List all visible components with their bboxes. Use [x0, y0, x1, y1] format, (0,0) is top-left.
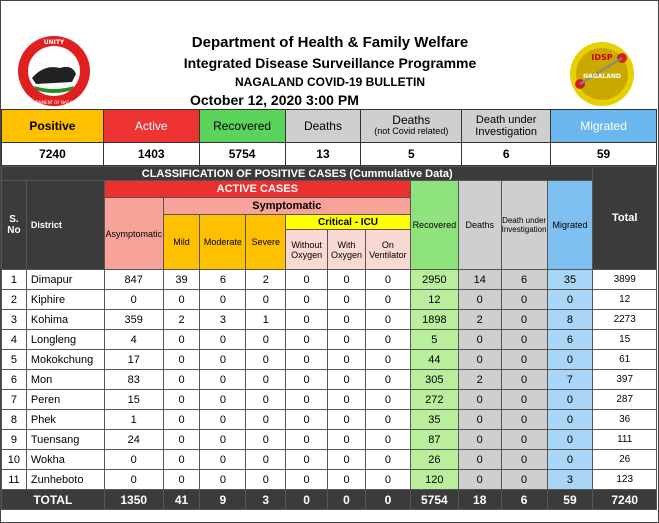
row-on-ventilator: 0: [365, 330, 410, 350]
row-asymptomatic: 847: [104, 270, 163, 290]
header-severe: Severe: [246, 215, 286, 270]
row-severe: 0: [246, 370, 286, 390]
row-migrated: 6: [547, 330, 593, 350]
total-moderate: 9: [200, 490, 246, 510]
summary-deaths-value: 13: [285, 143, 361, 166]
row-on-ventilator: 0: [365, 410, 410, 430]
total-with-oxygen: 0: [328, 490, 366, 510]
row-asymptomatic: 0: [104, 290, 163, 310]
row-without-oxygen: 0: [286, 290, 328, 310]
row-death-investigation: 0: [501, 350, 547, 370]
row-mild: 2: [163, 310, 200, 330]
summary-active-label: Active: [103, 110, 199, 143]
row-death-investigation: 0: [501, 310, 547, 330]
bulletin-date: October 12, 2020 3:00 PM: [190, 92, 359, 108]
row-severe: 0: [246, 430, 286, 450]
header-without-oxygen: Without Oxygen: [286, 230, 328, 270]
row-recovered: 2950: [410, 270, 458, 290]
row-mild: 0: [163, 410, 200, 430]
row-recovered: 305: [410, 370, 458, 390]
total-without-oxygen: 0: [286, 490, 328, 510]
row-death-investigation: 0: [501, 410, 547, 430]
table-row: [2, 450, 657, 470]
total-death-investigation: 6: [501, 490, 547, 510]
row-severe: 0: [246, 410, 286, 430]
row-migrated: 3: [547, 470, 593, 490]
row-severe: 0: [246, 390, 286, 410]
row-with-oxygen: 0: [328, 270, 366, 290]
row-without-oxygen: 0: [286, 390, 328, 410]
table-row: [2, 290, 657, 310]
header-migrated: Migrated: [547, 181, 593, 270]
row-migrated: 0: [547, 450, 593, 470]
row-migrated: 35: [547, 270, 593, 290]
row-on-ventilator: 0: [365, 270, 410, 290]
table-row: [2, 270, 657, 290]
table-row: [2, 310, 657, 330]
summary-deaths-other-sub: (not Covid related): [374, 126, 449, 136]
row-without-oxygen: 0: [286, 470, 328, 490]
row-death-investigation: 0: [501, 430, 547, 450]
row-on-ventilator: 0: [365, 350, 410, 370]
total-total: 7240: [593, 490, 657, 510]
total-severe: 3: [246, 490, 286, 510]
row-with-oxygen: 0: [328, 330, 366, 350]
row-death-investigation: 0: [501, 470, 547, 490]
table-row: [2, 370, 657, 390]
row-total: 12: [593, 290, 657, 310]
idsp-logo-state: NAGALAND: [583, 73, 621, 80]
row-mild: 0: [163, 470, 200, 490]
row-total: 3899: [593, 270, 657, 290]
row-asymptomatic: 24: [104, 430, 163, 450]
total-mild: 41: [163, 490, 200, 510]
row-with-oxygen: 0: [328, 410, 366, 430]
table-row: [2, 430, 657, 450]
header-recovered: Recovered: [410, 181, 458, 270]
total-on-ventilator: 0: [365, 490, 410, 510]
row-sno: 10: [2, 450, 27, 470]
summary-deaths-other-value: 5: [361, 143, 462, 166]
row-mild: 0: [163, 390, 200, 410]
row-severe: 0: [246, 470, 286, 490]
row-district: Peren: [26, 390, 104, 410]
header-on-ventilator: On Ventilator: [365, 230, 410, 270]
row-mild: 0: [163, 370, 200, 390]
row-moderate: 0: [200, 330, 246, 350]
row-sno: 6: [2, 370, 27, 390]
classification-table: [1, 166, 657, 510]
table-row: [2, 410, 657, 430]
row-total: 287: [593, 390, 657, 410]
row-district: Mon: [26, 370, 104, 390]
row-deaths: 0: [458, 470, 501, 490]
table-row: [2, 330, 657, 350]
row-moderate: 0: [200, 430, 246, 450]
header-deaths: Deaths: [458, 181, 501, 270]
row-without-oxygen: 0: [286, 430, 328, 450]
row-district: Kohima: [26, 310, 104, 330]
row-sno: 9: [2, 430, 27, 450]
row-total: 397: [593, 370, 657, 390]
summary-death-investigation-label: Death under Investigation: [462, 110, 551, 143]
row-mild: 0: [163, 450, 200, 470]
summary-deaths-label: Deaths: [285, 110, 361, 143]
row-total: 15: [593, 330, 657, 350]
row-moderate: 0: [200, 410, 246, 430]
row-death-investigation: 0: [501, 450, 547, 470]
classification-title: CLASSIFICATION OF POSITIVE CASES (Cummulative Data): [2, 167, 593, 181]
row-on-ventilator: 0: [365, 470, 410, 490]
row-mild: 39: [163, 270, 200, 290]
row-total: 111: [593, 430, 657, 450]
row-deaths: 2: [458, 310, 501, 330]
row-migrated: 0: [547, 350, 593, 370]
row-recovered: 12: [410, 290, 458, 310]
header-critical-icu: Critical - ICU: [286, 215, 411, 230]
emblem-bottom-text: GOVERNMENT OF NAGALAND: [24, 100, 84, 105]
row-district: Zunheboto: [26, 470, 104, 490]
row-asymptomatic: 4: [104, 330, 163, 350]
total-deaths: 18: [458, 490, 501, 510]
summary-migrated-value: 59: [551, 143, 657, 166]
row-asymptomatic: 359: [104, 310, 163, 330]
summary-recovered-label: Recovered: [199, 110, 285, 143]
header-moderate: Moderate: [200, 215, 246, 270]
row-deaths: 14: [458, 270, 501, 290]
row-deaths: 0: [458, 290, 501, 310]
row-on-ventilator: 0: [365, 430, 410, 450]
table-row: [2, 390, 657, 410]
row-migrated: 8: [547, 310, 593, 330]
summary-deaths-other-cell: [361, 110, 462, 143]
bulletin-header: [0, 0, 657, 108]
total-label: TOTAL: [2, 490, 105, 510]
row-severe: 1: [246, 310, 286, 330]
header-total: Total: [593, 167, 657, 270]
summary-death-investigation-value: 6: [462, 143, 551, 166]
row-migrated: 7: [547, 370, 593, 390]
row-death-investigation: 6: [501, 270, 547, 290]
summary-active-value: 1403: [103, 143, 199, 166]
total-recovered: 5754: [410, 490, 458, 510]
row-migrated: 0: [547, 390, 593, 410]
row-recovered: 87: [410, 430, 458, 450]
header-death-investigation: Death under Investigation: [501, 181, 547, 270]
row-recovered: 120: [410, 470, 458, 490]
row-sno: 2: [2, 290, 27, 310]
summary-positive-label: Positive: [2, 110, 104, 143]
row-mild: 0: [163, 430, 200, 450]
row-without-oxygen: 0: [286, 270, 328, 290]
row-district: Tuensang: [26, 430, 104, 450]
row-mild: 0: [163, 290, 200, 310]
row-moderate: 0: [200, 290, 246, 310]
row-district: Phek: [26, 410, 104, 430]
row-deaths: 0: [458, 410, 501, 430]
row-without-oxygen: 0: [286, 370, 328, 390]
total-row: [2, 490, 657, 510]
row-recovered: 26: [410, 450, 458, 470]
header-symptomatic: Symptomatic: [163, 198, 410, 215]
row-sno: 7: [2, 390, 27, 410]
row-asymptomatic: 0: [104, 450, 163, 470]
row-asymptomatic: 17: [104, 350, 163, 370]
row-severe: 0: [246, 330, 286, 350]
row-death-investigation: 0: [501, 290, 547, 310]
row-moderate: 0: [200, 470, 246, 490]
row-with-oxygen: 0: [328, 290, 366, 310]
row-mild: 0: [163, 350, 200, 370]
row-on-ventilator: 0: [365, 310, 410, 330]
header-sno: S. No: [2, 181, 27, 270]
row-severe: 0: [246, 450, 286, 470]
row-deaths: 2: [458, 370, 501, 390]
row-deaths: 0: [458, 390, 501, 410]
row-recovered: 272: [410, 390, 458, 410]
row-without-oxygen: 0: [286, 410, 328, 430]
row-with-oxygen: 0: [328, 450, 366, 470]
row-deaths: 0: [458, 330, 501, 350]
row-recovered: 35: [410, 410, 458, 430]
row-with-oxygen: 0: [328, 430, 366, 450]
row-total: 2273: [593, 310, 657, 330]
nagaland-govt-emblem-icon: [14, 34, 94, 108]
row-moderate: 0: [200, 450, 246, 470]
row-without-oxygen: 0: [286, 330, 328, 350]
row-with-oxygen: 0: [328, 370, 366, 390]
row-deaths: 0: [458, 350, 501, 370]
summary-recovered-value: 5754: [199, 143, 285, 166]
row-district: Longleng: [26, 330, 104, 350]
row-migrated: 0: [547, 290, 593, 310]
header-with-oxygen: With Oxygen: [328, 230, 366, 270]
row-with-oxygen: 0: [328, 310, 366, 330]
row-deaths: 0: [458, 450, 501, 470]
bulletin-title: NAGALAND COVID-19 BULLETIN: [234, 75, 425, 89]
programme-title: Integrated Disease Surveillance Programme: [183, 55, 477, 71]
summary-positive-value: 7240: [2, 143, 104, 166]
row-sno: 8: [2, 410, 27, 430]
row-moderate: 0: [200, 390, 246, 410]
row-recovered: 5: [410, 330, 458, 350]
header-active-cases: ACTIVE CASES: [104, 181, 410, 198]
row-with-oxygen: 0: [328, 350, 366, 370]
row-district: Kiphire: [26, 290, 104, 310]
row-on-ventilator: 0: [365, 390, 410, 410]
row-moderate: 0: [200, 350, 246, 370]
row-district: Dimapur: [26, 270, 104, 290]
row-on-ventilator: 0: [365, 290, 410, 310]
row-severe: 0: [246, 350, 286, 370]
row-district: Wokha: [26, 450, 104, 470]
idsp-logo-text: IDSP: [591, 53, 613, 62]
row-sno: 5: [2, 350, 27, 370]
row-moderate: 6: [200, 270, 246, 290]
row-district: Mokokchung: [26, 350, 104, 370]
row-death-investigation: 0: [501, 330, 547, 350]
department-title: Department of Health & Family Welfare: [191, 34, 469, 51]
summary-table: [1, 109, 657, 166]
row-on-ventilator: 0: [365, 450, 410, 470]
row-with-oxygen: 0: [328, 390, 366, 410]
row-total: 61: [593, 350, 657, 370]
header-district: District: [26, 181, 104, 270]
row-sno: 1: [2, 270, 27, 290]
row-deaths: 0: [458, 430, 501, 450]
idsp-logo-icon: [566, 40, 638, 108]
row-severe: 0: [246, 290, 286, 310]
row-asymptomatic: 1: [104, 410, 163, 430]
row-asymptomatic: 83: [104, 370, 163, 390]
summary-migrated-label: Migrated: [551, 110, 657, 143]
row-moderate: 3: [200, 310, 246, 330]
row-total: 36: [593, 410, 657, 430]
row-asymptomatic: 15: [104, 390, 163, 410]
row-death-investigation: 0: [501, 390, 547, 410]
row-sno: 3: [2, 310, 27, 330]
row-total: 26: [593, 450, 657, 470]
row-recovered: 44: [410, 350, 458, 370]
district-rows: [2, 270, 657, 490]
row-severe: 2: [246, 270, 286, 290]
row-total: 123: [593, 470, 657, 490]
row-sno: 4: [2, 330, 27, 350]
row-migrated: 0: [547, 430, 593, 450]
row-without-oxygen: 0: [286, 310, 328, 330]
row-without-oxygen: 0: [286, 350, 328, 370]
row-migrated: 0: [547, 410, 593, 430]
header-mild: Mild: [163, 215, 200, 270]
row-moderate: 0: [200, 370, 246, 390]
table-row: [2, 350, 657, 370]
total-migrated: 59: [547, 490, 593, 510]
row-mild: 0: [163, 330, 200, 350]
emblem-top-text: UNITY: [43, 39, 65, 46]
header-asymptomatic: Asymptomatic: [104, 198, 163, 270]
row-without-oxygen: 0: [286, 450, 328, 470]
row-sno: 11: [2, 470, 27, 490]
row-on-ventilator: 0: [365, 370, 410, 390]
row-recovered: 1898: [410, 310, 458, 330]
summary-deaths-other-label: Deaths: [392, 113, 431, 127]
total-asymptomatic: 1350: [104, 490, 163, 510]
row-with-oxygen: 0: [328, 470, 366, 490]
row-death-investigation: 0: [501, 370, 547, 390]
row-asymptomatic: 0: [104, 470, 163, 490]
table-row: [2, 470, 657, 490]
